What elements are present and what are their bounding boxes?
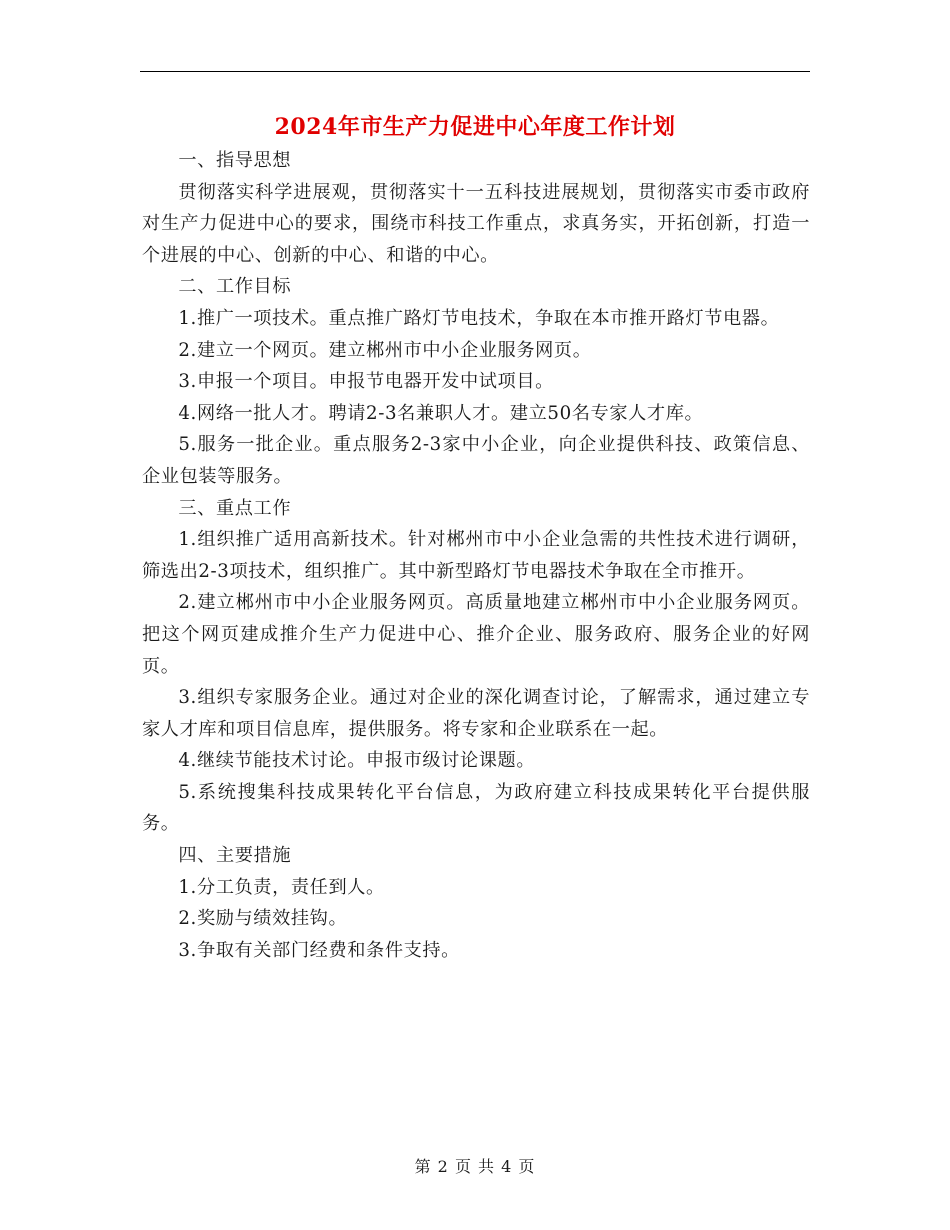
key-work-item-2: 2.建立郴州市中小企业服务网页。高质量地建立郴州市中小企业服务网页。把这个网页建成推介生产力促进中心、推介企业、服务政府、服务企业的好网页。 <box>142 592 810 677</box>
header-rule <box>140 71 810 72</box>
section-heading-work-goals: 二、工作目标 <box>178 276 292 298</box>
key-work-item-4: 4.继续节能技术讨论。申报市级讨论课题。 <box>178 750 536 772</box>
key-work-item-3: 3.组织专家服务企业。通过对企业的深化调查讨论，了解需求，通过建立专家人才库和项目信息库，提供服务。将专家和企业联系在一起。 <box>142 687 810 740</box>
section-heading-key-work: 三、重点工作 <box>178 497 292 519</box>
section-heading-main-measures: 四、主要措施 <box>178 845 292 867</box>
document-title: 2024年市生产力促进中心年度工作计划 <box>274 114 676 140</box>
paragraph-guiding-ideology: 贯彻落实科学进展观，贯彻落实十一五科技进展规划，贯彻落实市委市政府对生产力促进中心的要求，围绕市科技工作重点，求真务实，开拓创新，打造一个进展的中心、创新的中心、和谐的中心。 <box>142 181 810 266</box>
goal-item-1: 1.推广一项技术。重点推广路灯节电技术，争取在本市推开路灯节电器。 <box>178 307 780 329</box>
measure-item-3: 3.争取有关部门经费和条件支持。 <box>178 939 460 961</box>
goal-item-5: 5.服务一批企业。重点服务2-3家中小企业，向企业提供科技、政策信息、企业包装等服务。 <box>142 434 810 487</box>
measure-item-2: 2.奖励与绩效挂钩。 <box>178 908 348 930</box>
document-body <box>142 145 810 966</box>
goal-item-2: 2.建立一个网页。建立郴州市中小企业服务网页。 <box>178 339 592 361</box>
goal-item-4: 4.网络一批人才。聘请2-3名兼职人才。建立50名专家人才库。 <box>178 402 704 424</box>
goal-item-3: 3.申报一个项目。申报节电器开发中试项目。 <box>178 371 554 393</box>
measure-item-1: 1.分工负责，责任到人。 <box>178 876 385 898</box>
key-work-item-1: 1.组织推广适用高新技术。针对郴州市中小企业急需的共性技术进行调研，筛选出2-3项技术，组织推广。其中新型路灯节电器技术争取在全市推开。 <box>142 529 810 582</box>
key-work-item-5: 5.系统搜集科技成果转化平台信息，为政府建立科技成果转化平台提供服务。 <box>142 781 810 835</box>
section-heading-guiding-ideology: 一、指导思想 <box>178 150 292 171</box>
page-number-footer: 第 2 页 共 4 页 <box>414 1157 536 1176</box>
